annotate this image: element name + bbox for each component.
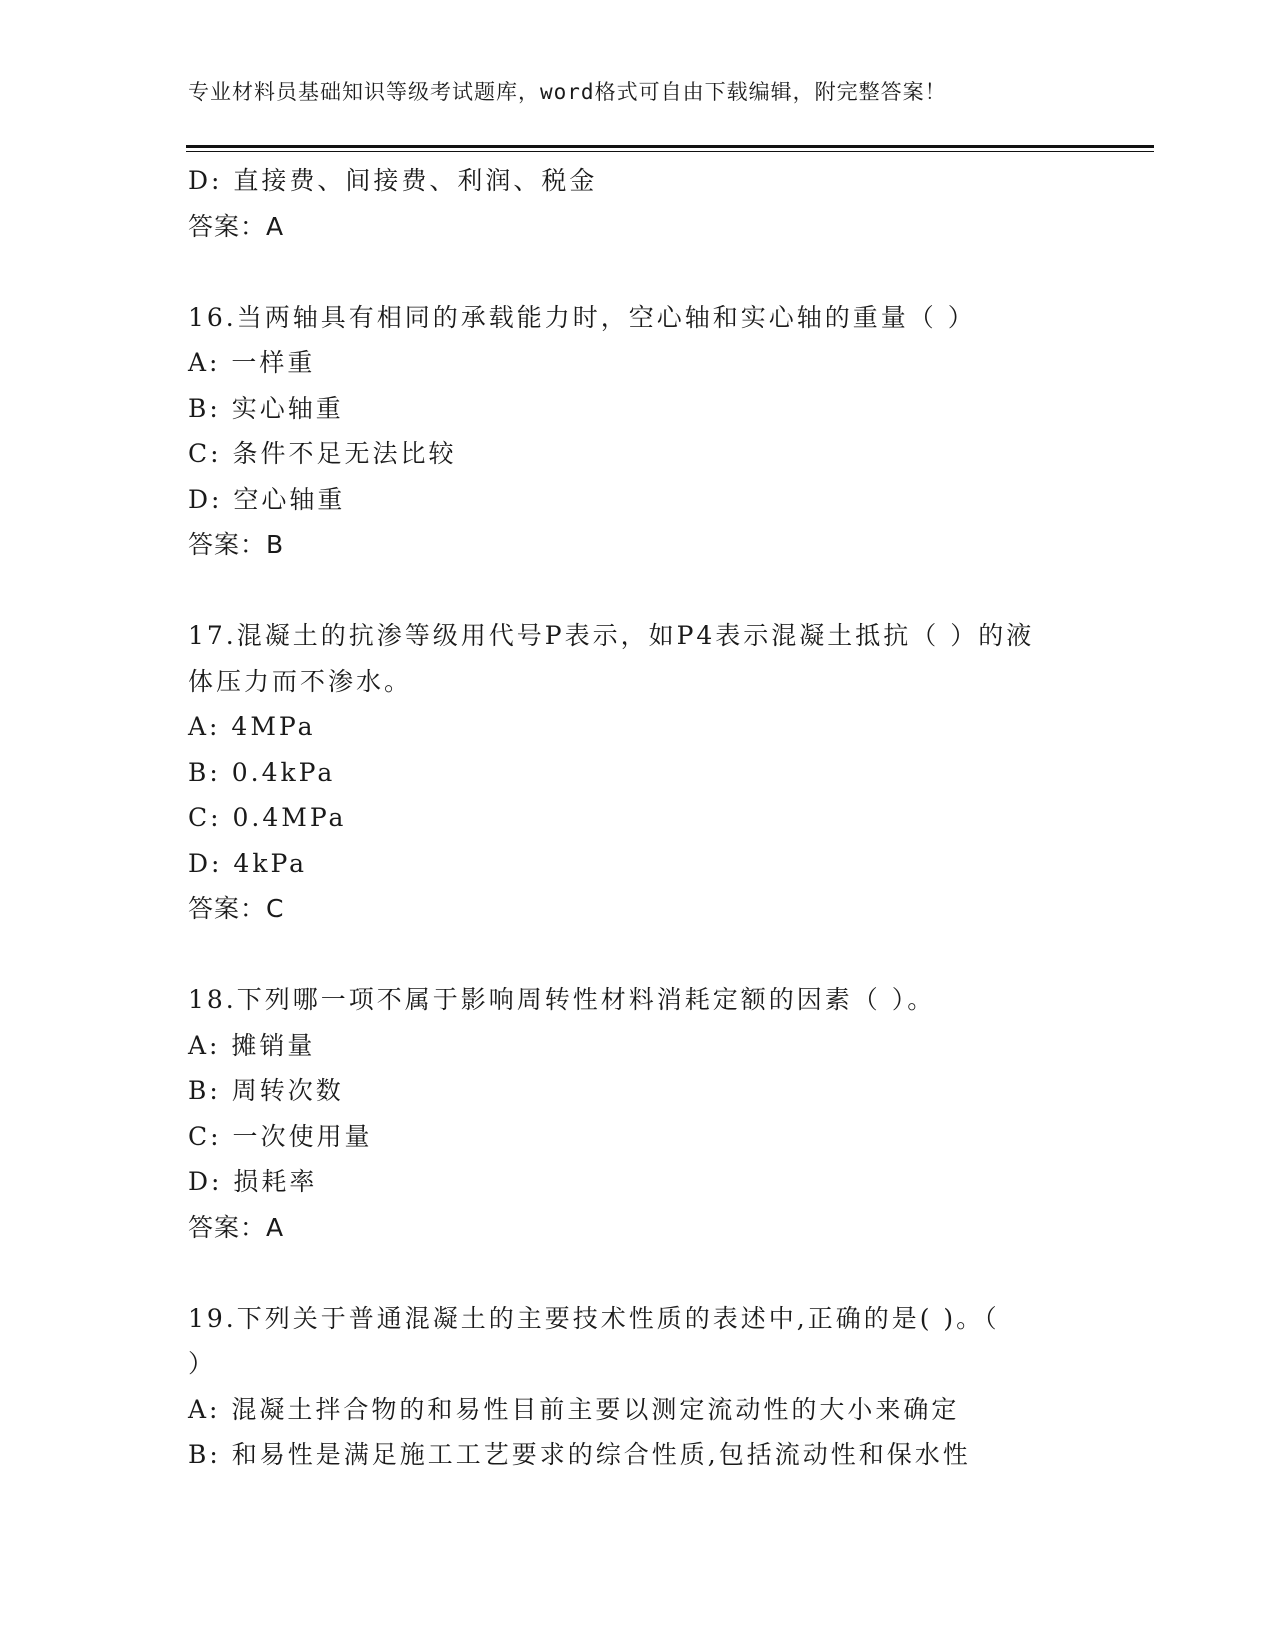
question-stem: 19.下列关于普通混凝土的主要技术性质的表述中,正确的是( )。（ <box>188 1303 1000 1333</box>
answer-line: 答案：A <box>188 211 285 241</box>
option-c: C: 条件不足无法比较 <box>188 439 457 468</box>
question-17 <box>188 613 1088 932</box>
question-18 <box>188 977 1088 1250</box>
answer-line: 答案：B <box>188 530 285 559</box>
spacer <box>188 249 1088 295</box>
document-body <box>188 158 1088 1478</box>
spacer <box>188 932 1088 978</box>
option-d: D: 损耗率 <box>188 1167 318 1196</box>
question-stem-continued: ） <box>188 1349 217 1378</box>
option-d: D: 空心轴重 <box>188 484 346 514</box>
option-d: D: 直接费、间接费、利润、税金 <box>188 166 598 195</box>
option-c: C: 0.4MPa <box>188 803 347 832</box>
header-rule-thin <box>186 151 1154 152</box>
spacer <box>188 1250 1088 1296</box>
option-d: D: 4kPa <box>188 848 308 878</box>
question-stem: 17.混凝土的抗渗等级用代号P表示，如P4表示混凝土抵抗（ ）的液 <box>188 621 1035 650</box>
option-a: A: 一样重 <box>188 348 316 377</box>
question-stem-continued: 体压力而不渗水。 <box>188 666 413 696</box>
option-a: A: 混凝土拌合物的和易性目前主要以测定流动性的大小来确定 <box>188 1394 960 1424</box>
option-c: C: 一次使用量 <box>188 1121 373 1151</box>
option-b: B: 实心轴重 <box>188 393 344 423</box>
option-b: B: 周转次数 <box>188 1076 344 1105</box>
header-rule-thick <box>186 145 1154 148</box>
page-header: 专业材料员基础知识等级考试题库，word格式可自由下载编辑，附完整答案！ <box>188 80 947 104</box>
option-a: A: 摊销量 <box>188 1030 316 1060</box>
option-a: A: 4MPa <box>188 712 316 741</box>
option-b: B: 0.4kPa <box>188 757 336 787</box>
answer-line: 答案：A <box>188 1212 285 1242</box>
answer-line: 答案：C <box>188 894 285 923</box>
spacer <box>188 568 1088 614</box>
question-stem: 18.下列哪一项不属于影响周转性材料消耗定额的因素（ ）。 <box>188 985 936 1014</box>
question-19 <box>188 1296 1088 1478</box>
previous-question-tail <box>188 158 1088 249</box>
question-16 <box>188 295 1088 568</box>
option-b: B: 和易性是满足施工工艺要求的综合性质,包括流动性和保水性 <box>188 1440 971 1469</box>
question-stem: 16.当两轴具有相同的承载能力时，空心轴和实心轴的重量（ ） <box>188 302 976 332</box>
